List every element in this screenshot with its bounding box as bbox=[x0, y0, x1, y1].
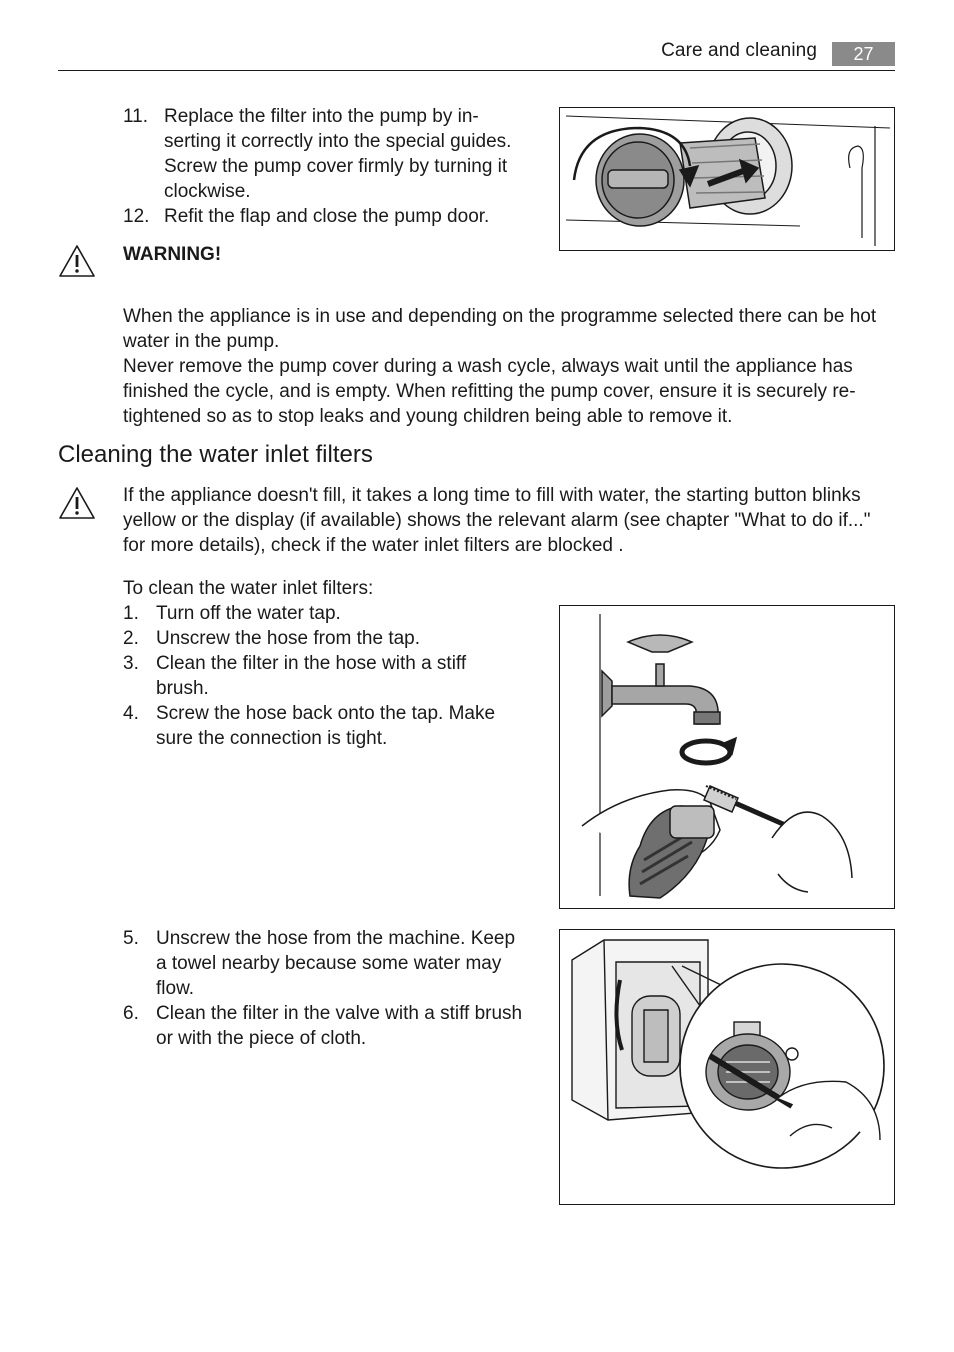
tap-hose-cleaning-illustration bbox=[559, 605, 895, 909]
step-text: Unscrew the hose from the tap. bbox=[156, 628, 421, 649]
valve-filter-cleaning-illustration bbox=[559, 929, 895, 1205]
step-text: Refit the flap and close the pump door. bbox=[164, 206, 490, 227]
step-text: Clean the filter in the valve with a stiff brush or with the piece of cloth. bbox=[156, 1003, 523, 1049]
warning-title: WARNING! bbox=[123, 244, 222, 265]
list-item bbox=[123, 651, 513, 701]
list-item bbox=[123, 601, 513, 626]
step-text: Turn off the water tap. bbox=[156, 603, 341, 624]
inlet-steps-list-a bbox=[123, 601, 513, 751]
pump-steps-list bbox=[123, 104, 513, 229]
section-heading: Cleaning the water inlet filters bbox=[58, 441, 373, 468]
step-text: Replace the filter into the pump by in-serting it correctly into the special guides. Screw the pump cover firmly by turning it clockwise. bbox=[164, 106, 512, 202]
step-text: Unscrew the hose from the machine. Keep a towel nearby because some water may flow. bbox=[156, 928, 516, 999]
warning-triangle-icon bbox=[58, 244, 96, 278]
list-item bbox=[123, 1001, 523, 1051]
pump-filter-illustration bbox=[559, 107, 895, 251]
step-text: Screw the hose back onto the tap. Make sure the connection is tight. bbox=[156, 703, 496, 749]
list-item bbox=[123, 926, 523, 1001]
step-number: 2. bbox=[123, 628, 139, 649]
step-number: 6. bbox=[123, 1003, 139, 1024]
list-item bbox=[123, 701, 513, 751]
inlet-steps-list-b bbox=[123, 926, 523, 1051]
step-number: 1. bbox=[123, 603, 139, 624]
warning-paragraph: Never remove the pump cover during a wash cycle, always wait until the appliance has finished the cycle, and is empty. When refitting the pump cover, ensure it is securely re-tightened so as to stop leaks and young children being able to remove it. bbox=[123, 356, 856, 427]
header-rule bbox=[58, 70, 895, 71]
warning-paragraph: When the appliance is in use and depending on the programme selected there can be hot water in the pump. bbox=[123, 306, 877, 352]
step-number: 11. bbox=[123, 106, 149, 127]
step-number: 3. bbox=[123, 653, 139, 674]
step-number: 5. bbox=[123, 928, 139, 949]
list-item bbox=[123, 626, 513, 651]
list-item bbox=[123, 204, 513, 229]
running-header-section: Care and cleaning bbox=[661, 40, 817, 61]
page-number: 27 bbox=[832, 42, 895, 66]
step-number: 12. bbox=[123, 206, 150, 227]
caution-paragraph: If the appliance doesn't fill, it takes a long time to fill with water, the starting button blinks yellow or the display (if available) shows the relevant alarm (see chapter "What to do if..." for more details), check if the water inlet filters are blocked . bbox=[123, 485, 871, 556]
list-item bbox=[123, 104, 513, 204]
step-text: Clean the filter in the hose with a stiff brush. bbox=[156, 653, 467, 699]
caution-triangle-icon bbox=[58, 486, 96, 520]
steps-intro: To clean the water inlet filters: bbox=[123, 578, 374, 599]
step-number: 4. bbox=[123, 703, 139, 724]
